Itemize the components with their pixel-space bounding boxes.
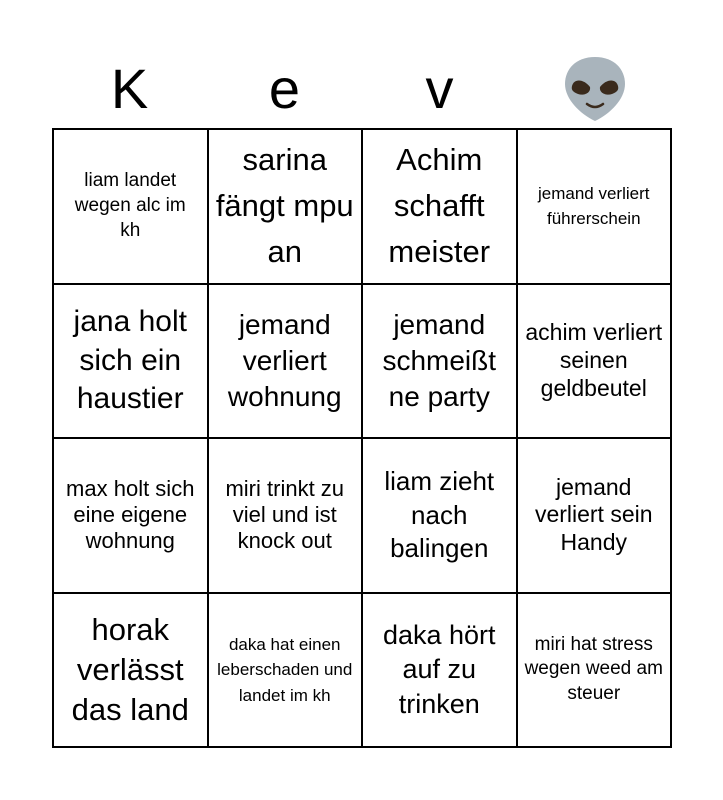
header-alien bbox=[517, 50, 672, 128]
bingo-cell[interactable] bbox=[518, 594, 673, 749]
bingo-cell[interactable] bbox=[518, 439, 673, 594]
bingo-cell[interactable] bbox=[54, 285, 209, 440]
header-letter-v: v bbox=[425, 57, 454, 120]
bingo-cell[interactable] bbox=[209, 594, 364, 749]
bingo-cell-text: miri hat stress wegen weed am steuer bbox=[524, 633, 663, 705]
bingo-cell[interactable] bbox=[363, 285, 518, 440]
bingo-cell-text: jana holt sich ein haustier bbox=[73, 305, 187, 415]
bingo-cell[interactable] bbox=[209, 439, 364, 594]
bingo-grid bbox=[52, 128, 672, 748]
bingo-cell-text: liam landet wegen alc im kh bbox=[74, 170, 186, 241]
bingo-cell[interactable] bbox=[54, 594, 209, 749]
bingo-cell[interactable] bbox=[518, 130, 673, 285]
bingo-cell[interactable] bbox=[54, 439, 209, 594]
bingo-cell-text: daka hört auf zu trinken bbox=[382, 619, 496, 720]
bingo-cell[interactable] bbox=[54, 130, 209, 285]
bingo-cell-text: daka hat einen leberschaden und landet im kh bbox=[217, 634, 353, 705]
bingo-cell-text: achim verliert seinen geldbeutel bbox=[525, 319, 663, 401]
bingo-cell[interactable] bbox=[209, 130, 364, 285]
bingo-header bbox=[52, 50, 672, 128]
bingo-cell-text: jemand verliert sein Handy bbox=[534, 473, 653, 556]
alien-emoji-icon bbox=[560, 54, 630, 124]
bingo-cell-text: max holt sich eine eigene wohnung bbox=[66, 475, 195, 554]
header-letter-e: e bbox=[268, 57, 301, 120]
bingo-cell-text: jemand schmeißt ne party bbox=[382, 309, 497, 412]
bingo-cell[interactable] bbox=[363, 130, 518, 285]
bingo-cell[interactable] bbox=[518, 285, 673, 440]
bingo-cell-text: Achim schafft meister bbox=[388, 142, 491, 270]
bingo-cell-text: jemand verliert wohnung bbox=[227, 309, 342, 412]
bingo-cell[interactable] bbox=[363, 439, 518, 594]
bingo-cell[interactable] bbox=[209, 285, 364, 440]
bingo-cell-text: horak verlässt das land bbox=[71, 612, 189, 727]
bingo-cell-text: jemand verliert führerschein bbox=[538, 183, 650, 229]
bingo-cell-text: liam zieht nach balingen bbox=[384, 466, 495, 563]
header-letter-k: K bbox=[110, 57, 149, 120]
bingo-cell[interactable] bbox=[363, 594, 518, 749]
bingo-cell-text: miri trinkt zu viel und ist knock out bbox=[225, 475, 345, 554]
bingo-cell-text: sarina fängt mpu an bbox=[215, 142, 354, 270]
